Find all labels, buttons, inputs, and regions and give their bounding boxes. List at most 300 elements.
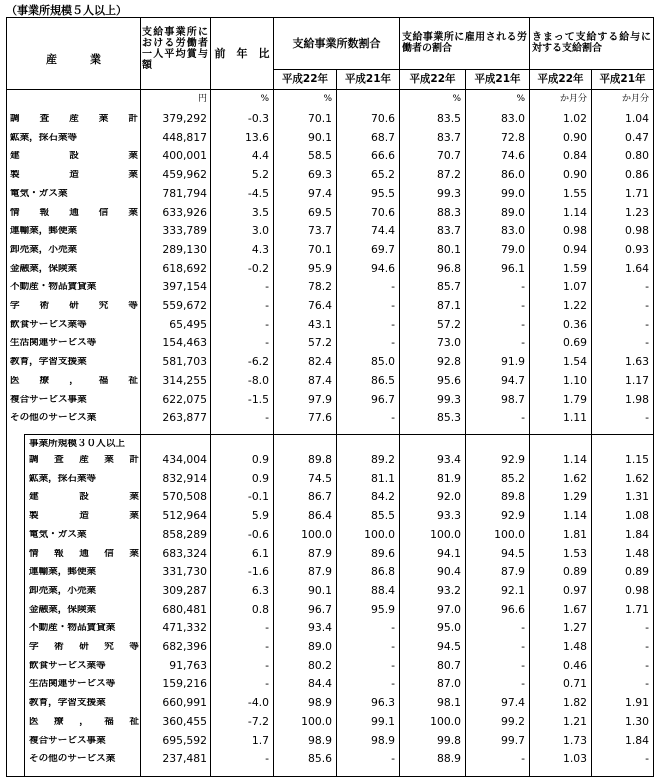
- cell-wage: 65,495: [169, 317, 207, 331]
- cell-w22: 87.1: [436, 299, 461, 312]
- cell-wage: 314,255: [162, 373, 207, 387]
- cell-m22: 1.29: [562, 490, 587, 504]
- cell-e21: 98.9: [370, 733, 395, 747]
- cell-m22: 1.53: [562, 546, 587, 560]
- cell-m21: -: [645, 752, 649, 766]
- cell-yoy: -8.0: [247, 373, 269, 387]
- section2-title: 事業所規模３０人以上: [29, 439, 125, 449]
- cell-w22: 95.0: [436, 621, 461, 635]
- cell-e21: 86.8: [370, 565, 395, 579]
- cell-w22: 100.0: [430, 714, 461, 728]
- cell-m22: 1.14: [562, 205, 587, 219]
- cell-wage: 154,463: [162, 336, 207, 350]
- cell-w22: 99.8: [436, 733, 461, 747]
- cell-w22: 99.3: [436, 392, 461, 406]
- cell-e22: 80.2: [307, 658, 332, 672]
- cell-e21: -: [391, 411, 395, 425]
- cell-wage: 379,292: [162, 112, 207, 125]
- cell-m22: 1.73: [562, 733, 587, 747]
- cell-w22: 80.1: [436, 242, 461, 256]
- cell-w21: 83.0: [500, 224, 525, 238]
- row-industry-name: その他のサービス業: [29, 754, 116, 764]
- cell-wage: 622,075: [162, 392, 207, 406]
- cell-wage: 781,794: [162, 186, 207, 200]
- cell-yoy: -7.2: [247, 714, 269, 728]
- cell-e21: -: [391, 621, 395, 635]
- cell-w21: 87.9: [500, 565, 525, 579]
- cell-m21: -: [645, 317, 649, 331]
- header-est-ratio: 支給事業所数割合: [292, 37, 381, 50]
- cell-w21: -: [521, 299, 525, 312]
- header-est-h21: 平成21年: [344, 73, 392, 85]
- cell-m21: 1.63: [624, 355, 649, 369]
- cell-w21: 92.1: [500, 583, 525, 597]
- cell-yoy: -0.1: [247, 490, 269, 504]
- cell-w21: 83.0: [500, 112, 525, 125]
- cell-yoy: 0.8: [251, 602, 269, 616]
- cell-m22: 1.62: [562, 471, 587, 485]
- cell-w22: 83.7: [436, 224, 461, 238]
- cell-e21: 84.2: [370, 490, 395, 504]
- row-industry-name: 学術研究等: [29, 642, 139, 652]
- table-caption: （事業所規模５人以上）: [6, 4, 127, 17]
- cell-w21: 94.7: [500, 373, 525, 387]
- cell-wage: 331,730: [162, 565, 207, 579]
- cell-m22: 0.46: [562, 658, 587, 672]
- cell-m21: -: [645, 411, 649, 425]
- cell-e22: 90.1: [307, 130, 332, 144]
- rule-year-top: [273, 69, 653, 70]
- cell-e21: 65.2: [370, 168, 395, 182]
- cell-yoy: -: [265, 317, 269, 331]
- cell-m22: 1.02: [562, 112, 587, 125]
- cell-w21: 99.0: [500, 186, 525, 200]
- row-industry-name: 生活関連サービス等: [29, 679, 116, 689]
- cell-w22: 97.0: [436, 602, 461, 616]
- cell-w22: 73.0: [436, 336, 461, 350]
- header-yoy: 前 年 比: [214, 47, 270, 60]
- unit-emp-h22: %: [452, 94, 461, 104]
- cell-wage: 309,287: [162, 583, 207, 597]
- cell-m21: 1.17: [624, 373, 649, 387]
- cell-m22: 0.71: [562, 677, 587, 691]
- cell-m22: 0.98: [562, 224, 587, 238]
- row-industry-name: 建設業: [10, 151, 138, 161]
- cell-w21: -: [521, 280, 525, 294]
- cell-m22: 1.22: [562, 299, 587, 312]
- header-wage: 支給事業所における労働者一人平均賞与額: [142, 27, 208, 71]
- cell-e22: 70.1: [307, 242, 332, 256]
- cell-wage: 289,130: [162, 242, 207, 256]
- row-industry-name: 複合サービス事業: [10, 394, 87, 405]
- cell-m22: 0.90: [562, 130, 587, 144]
- cell-m21: 1.30: [624, 714, 649, 728]
- cell-w22: 98.1: [436, 696, 461, 710]
- row-industry-name: 鉱業，採石業等: [29, 473, 97, 484]
- cell-e22: 87.9: [307, 546, 332, 560]
- cell-e22: 97.9: [307, 392, 332, 406]
- cell-m22: 1.14: [562, 453, 587, 466]
- cell-m21: 1.98: [624, 392, 649, 406]
- cell-e22: 100.0: [301, 714, 332, 728]
- cell-wage: 459,962: [162, 168, 207, 182]
- cell-e21: 89.6: [370, 546, 395, 560]
- cell-e22: 90.1: [307, 583, 332, 597]
- cell-m21: 0.98: [624, 583, 649, 597]
- cell-e21: 68.7: [370, 130, 395, 144]
- cell-m21: 1.84: [624, 733, 649, 747]
- cell-e21: 81.1: [370, 471, 395, 485]
- cell-e21: 70.6: [370, 205, 395, 219]
- cell-wage: 448,817: [162, 130, 207, 144]
- cell-yoy: -: [265, 621, 269, 635]
- cell-yoy: -: [265, 658, 269, 672]
- row-industry-name: 電気・ガス業: [29, 529, 87, 540]
- header-est-h22: 平成22年: [281, 73, 329, 85]
- cell-e21: 86.5: [370, 373, 395, 387]
- row-industry-name: 金融業，保険業: [29, 604, 97, 615]
- cell-m22: 1.03: [562, 752, 587, 766]
- cell-m21: -: [645, 677, 649, 691]
- cell-m21: 1.23: [624, 205, 649, 219]
- cell-yoy: 3.0: [251, 224, 269, 238]
- cell-yoy: -4.0: [247, 696, 269, 710]
- cell-m21: 0.86: [624, 168, 649, 182]
- cell-m21: 1.71: [624, 186, 649, 200]
- cell-e22: 77.6: [307, 411, 332, 425]
- cell-w21: -: [521, 336, 525, 350]
- cell-w21: 96.1: [500, 261, 525, 275]
- cell-e21: 74.4: [370, 224, 395, 238]
- cell-m22: 1.54: [562, 355, 587, 369]
- cell-w21: 79.0: [500, 242, 525, 256]
- row-industry-name: 飲食サービス業等: [10, 319, 87, 330]
- cell-w21: 100.0: [494, 527, 525, 541]
- cell-w22: 57.2: [436, 317, 461, 331]
- cell-w22: 85.3: [436, 411, 461, 425]
- cell-e21: -: [391, 677, 395, 691]
- cell-e21: 89.2: [370, 453, 395, 466]
- cell-w22: 99.3: [436, 186, 461, 200]
- cell-yoy: -0.6: [247, 527, 269, 541]
- cell-wage: 680,481: [162, 602, 207, 616]
- row-industry-name: 調査産業計: [29, 455, 139, 465]
- cell-w21: 85.2: [500, 471, 525, 485]
- cell-m22: 0.84: [562, 149, 587, 163]
- cell-wage: 360,455: [162, 714, 207, 728]
- rule-section2-top: [24, 434, 653, 435]
- cell-m22: 1.79: [562, 392, 587, 406]
- cell-e22: 74.5: [307, 471, 332, 485]
- cell-wage: 91,763: [169, 658, 207, 672]
- cell-e22: 93.4: [307, 621, 332, 635]
- row-industry-name: 製造業: [10, 170, 138, 180]
- cell-e21: 95.5: [370, 186, 395, 200]
- cell-e21: 85.0: [370, 355, 395, 369]
- row-industry-name: 電気・ガス業: [10, 188, 68, 199]
- cell-m21: 1.64: [624, 261, 649, 275]
- cell-m21: 1.71: [624, 602, 649, 616]
- cell-e22: 89.8: [307, 453, 332, 466]
- cell-w22: 87.2: [436, 168, 461, 182]
- cell-w21: 96.6: [500, 602, 525, 616]
- cell-e21: -: [391, 658, 395, 672]
- cell-e21: 96.7: [370, 392, 395, 406]
- cell-yoy: -: [265, 752, 269, 766]
- cell-w21: -: [521, 621, 525, 635]
- row-industry-name: 医療，福祉: [29, 716, 139, 727]
- rule-section2-indent: [24, 434, 25, 776]
- cell-yoy: -6.2: [247, 355, 269, 369]
- row-industry-name: 生活関連サービス等: [10, 338, 97, 348]
- row-industry-name: 教育，学習支援業: [10, 357, 87, 367]
- cell-m22: 1.27: [562, 621, 587, 635]
- header-industry: 産 業: [46, 53, 101, 66]
- cell-e22: 78.2: [307, 280, 332, 294]
- cell-w22: 88.9: [436, 752, 461, 766]
- cell-wage: 471,332: [162, 621, 207, 635]
- cell-w22: 96.8: [436, 261, 461, 275]
- header-months-h22: 平成22年: [537, 73, 584, 85]
- cell-m22: 0.90: [562, 168, 587, 182]
- cell-w21: 97.4: [500, 696, 525, 710]
- cell-w22: 92.8: [436, 355, 461, 369]
- cell-e22: 69.5: [307, 205, 332, 219]
- row-industry-name: 卸売業，小売業: [10, 244, 78, 255]
- cell-m22: 1.82: [562, 696, 587, 710]
- cell-e21: -: [391, 336, 395, 350]
- row-industry-name: 鉱業，採石業等: [10, 132, 78, 143]
- cell-m22: 1.10: [562, 373, 587, 387]
- cell-w22: 81.9: [436, 471, 461, 485]
- row-industry-name: 教育，学習支援業: [29, 698, 106, 708]
- cell-e21: -: [391, 280, 395, 294]
- cell-yoy: 6.3: [251, 583, 269, 597]
- cell-e21: 100.0: [364, 527, 395, 541]
- row-industry-name: 金融業，保険業: [10, 263, 78, 274]
- cell-m21: 0.47: [624, 130, 649, 144]
- cell-yoy: 13.6: [244, 130, 269, 144]
- cell-m22: 1.07: [562, 280, 587, 294]
- cell-wage: 333,789: [162, 224, 207, 238]
- cell-e21: 69.7: [370, 242, 395, 256]
- cell-e22: 57.2: [307, 336, 332, 350]
- cell-m22: 1.59: [562, 261, 587, 275]
- cell-e22: 69.3: [307, 168, 332, 182]
- row-industry-name: 調査産業計: [10, 114, 138, 124]
- row-industry-name: 複合サービス事業: [29, 735, 106, 746]
- cell-w22: 93.4: [436, 453, 461, 466]
- cell-m21: -: [645, 336, 649, 350]
- cell-e22: 58.5: [307, 149, 332, 163]
- cell-w21: -: [521, 317, 525, 331]
- cell-e21: 94.6: [370, 261, 395, 275]
- cell-m21: 1.48: [624, 546, 649, 560]
- cell-w22: 83.7: [436, 130, 461, 144]
- cell-e22: 98.9: [307, 733, 332, 747]
- cell-yoy: -4.5: [247, 186, 269, 200]
- cell-w21: 89.8: [500, 490, 525, 504]
- cell-m21: -: [645, 299, 649, 312]
- cell-w21: -: [521, 752, 525, 766]
- cell-e22: 100.0: [301, 527, 332, 541]
- header-emp-h21: 平成21年: [474, 73, 521, 85]
- cell-e22: 73.7: [307, 224, 332, 238]
- cell-yoy: 4.4: [251, 149, 269, 163]
- unit-wage: 円: [197, 94, 207, 104]
- row-industry-name: 情報通信業: [29, 548, 139, 559]
- cell-m22: 1.55: [562, 186, 587, 200]
- cell-yoy: -: [265, 280, 269, 294]
- cell-w21: 72.8: [500, 130, 525, 144]
- cell-wage: 263,877: [162, 411, 207, 425]
- row-industry-name: 製造業: [29, 511, 139, 521]
- cell-e21: 85.5: [370, 509, 395, 523]
- cell-yoy: 0.9: [251, 453, 269, 466]
- cell-w21: 92.9: [500, 509, 525, 523]
- cell-yoy: -1.6: [247, 565, 269, 579]
- cell-wage: 237,481: [162, 752, 207, 766]
- cell-wage: 858,289: [162, 527, 207, 541]
- cell-m21: 0.80: [624, 149, 649, 163]
- cell-e21: 99.1: [370, 714, 395, 728]
- cell-w21: 92.9: [500, 453, 525, 466]
- cell-w21: 86.0: [500, 168, 525, 182]
- unit-months-h21: か月分: [621, 94, 649, 104]
- cell-yoy: 0.9: [251, 471, 269, 485]
- cell-w22: 94.1: [436, 546, 461, 560]
- cell-m21: -: [645, 280, 649, 294]
- cell-w22: 80.7: [436, 658, 461, 672]
- cell-e22: 70.1: [307, 112, 332, 125]
- cell-m21: 1.84: [624, 527, 649, 541]
- cell-m22: 1.48: [562, 640, 587, 653]
- cell-yoy: -: [265, 677, 269, 691]
- cell-e22: 43.1: [307, 317, 332, 331]
- cell-yoy: -: [265, 640, 269, 653]
- cell-w22: 88.3: [436, 205, 461, 219]
- cell-m21: 1.62: [624, 471, 649, 485]
- cell-yoy: 5.9: [251, 509, 269, 523]
- cell-e22: 95.9: [307, 261, 332, 275]
- cell-wage: 695,592: [162, 733, 207, 747]
- cell-yoy: 6.1: [251, 546, 269, 560]
- cell-w21: 91.9: [500, 355, 525, 369]
- unit-months-h22: か月分: [559, 94, 587, 104]
- cell-m21: 1.15: [624, 453, 649, 466]
- row-industry-name: 不動産・物品賃貸業: [29, 623, 116, 633]
- cell-m21: -: [645, 640, 649, 653]
- cell-w21: 99.2: [500, 714, 525, 728]
- cell-yoy: -: [265, 336, 269, 350]
- cell-yoy: 1.7: [251, 733, 269, 747]
- cell-w22: 94.5: [436, 640, 461, 653]
- cell-e22: 89.0: [307, 640, 332, 653]
- row-industry-name: 飲食サービス業等: [29, 660, 106, 671]
- cell-yoy: -0.2: [247, 261, 269, 275]
- cell-w22: 93.3: [436, 509, 461, 523]
- cell-m21: 1.91: [624, 696, 649, 710]
- cell-w22: 92.0: [436, 490, 461, 504]
- cell-m22: 1.81: [562, 527, 587, 541]
- cell-w21: 74.6: [500, 149, 525, 163]
- cell-yoy: -: [265, 299, 269, 312]
- cell-m21: 1.31: [624, 490, 649, 504]
- cell-e21: -: [391, 752, 395, 766]
- cell-w22: 95.6: [436, 373, 461, 387]
- header-emp-h22: 平成22年: [409, 73, 456, 85]
- cell-w22: 100.0: [430, 527, 461, 541]
- cell-w21: 98.7: [500, 392, 525, 406]
- cell-w22: 70.7: [436, 149, 461, 163]
- row-industry-name: 医療，福祉: [10, 375, 138, 386]
- cell-yoy: 5.2: [251, 168, 269, 182]
- cell-wage: 512,964: [162, 509, 207, 523]
- cell-wage: 682,396: [162, 640, 207, 653]
- cell-yoy: -1.5: [247, 392, 269, 406]
- header-emp-ratio: 支給事業所に雇用される労働者の割合: [402, 32, 527, 54]
- unit-est-h22: %: [323, 94, 332, 104]
- cell-m22: 1.14: [562, 509, 587, 523]
- cell-w21: 94.5: [500, 546, 525, 560]
- cell-wage: 159,216: [162, 677, 207, 691]
- cell-w22: 87.0: [436, 677, 461, 691]
- cell-m22: 0.36: [562, 317, 587, 331]
- cell-e21: 66.6: [370, 149, 395, 163]
- cell-e22: 84.4: [307, 677, 332, 691]
- rule-header-bottom: [7, 89, 653, 90]
- cell-m22: 0.94: [562, 242, 587, 256]
- cell-w22: 83.5: [436, 112, 461, 125]
- cell-wage: 397,154: [162, 280, 207, 294]
- cell-wage: 400,001: [162, 149, 207, 163]
- cell-e21: -: [391, 317, 395, 331]
- cell-e22: 96.7: [307, 602, 332, 616]
- cell-yoy: -0.3: [247, 112, 269, 125]
- cell-e22: 87.9: [307, 565, 332, 579]
- cell-m22: 1.11: [562, 411, 587, 425]
- cell-e22: 87.4: [307, 373, 332, 387]
- row-industry-name: 情報通信業: [10, 207, 138, 218]
- cell-m21: -: [645, 658, 649, 672]
- cell-yoy: 3.5: [251, 205, 269, 219]
- cell-m22: 0.69: [562, 336, 587, 350]
- cell-w22: 93.2: [436, 583, 461, 597]
- cell-e21: 70.6: [370, 112, 395, 125]
- cell-e21: -: [391, 299, 395, 312]
- wage-bonus-table: [6, 17, 654, 777]
- cell-wage: 832,914: [162, 471, 207, 485]
- cell-m22: 0.97: [562, 583, 587, 597]
- cell-e21: -: [391, 640, 395, 653]
- cell-wage: 618,692: [162, 261, 207, 275]
- header-months-ratio: きまって支給する給与に対する支給割合: [532, 32, 651, 54]
- cell-w21: 89.0: [500, 205, 525, 219]
- cell-e22: 76.4: [307, 299, 332, 312]
- cell-wage: 633,926: [162, 205, 207, 219]
- row-industry-name: 卸売業，小売業: [29, 585, 97, 596]
- cell-w21: 99.7: [500, 733, 525, 747]
- cell-w21: -: [521, 658, 525, 672]
- cell-e21: 88.4: [370, 583, 395, 597]
- cell-w21: -: [521, 677, 525, 691]
- cell-e22: 98.9: [307, 696, 332, 710]
- cell-e22: 86.7: [307, 490, 332, 504]
- cell-yoy: 4.3: [251, 242, 269, 256]
- cell-m21: -: [645, 621, 649, 635]
- cell-e22: 97.4: [307, 186, 332, 200]
- row-industry-name: 不動産・物品賃貸業: [10, 282, 97, 292]
